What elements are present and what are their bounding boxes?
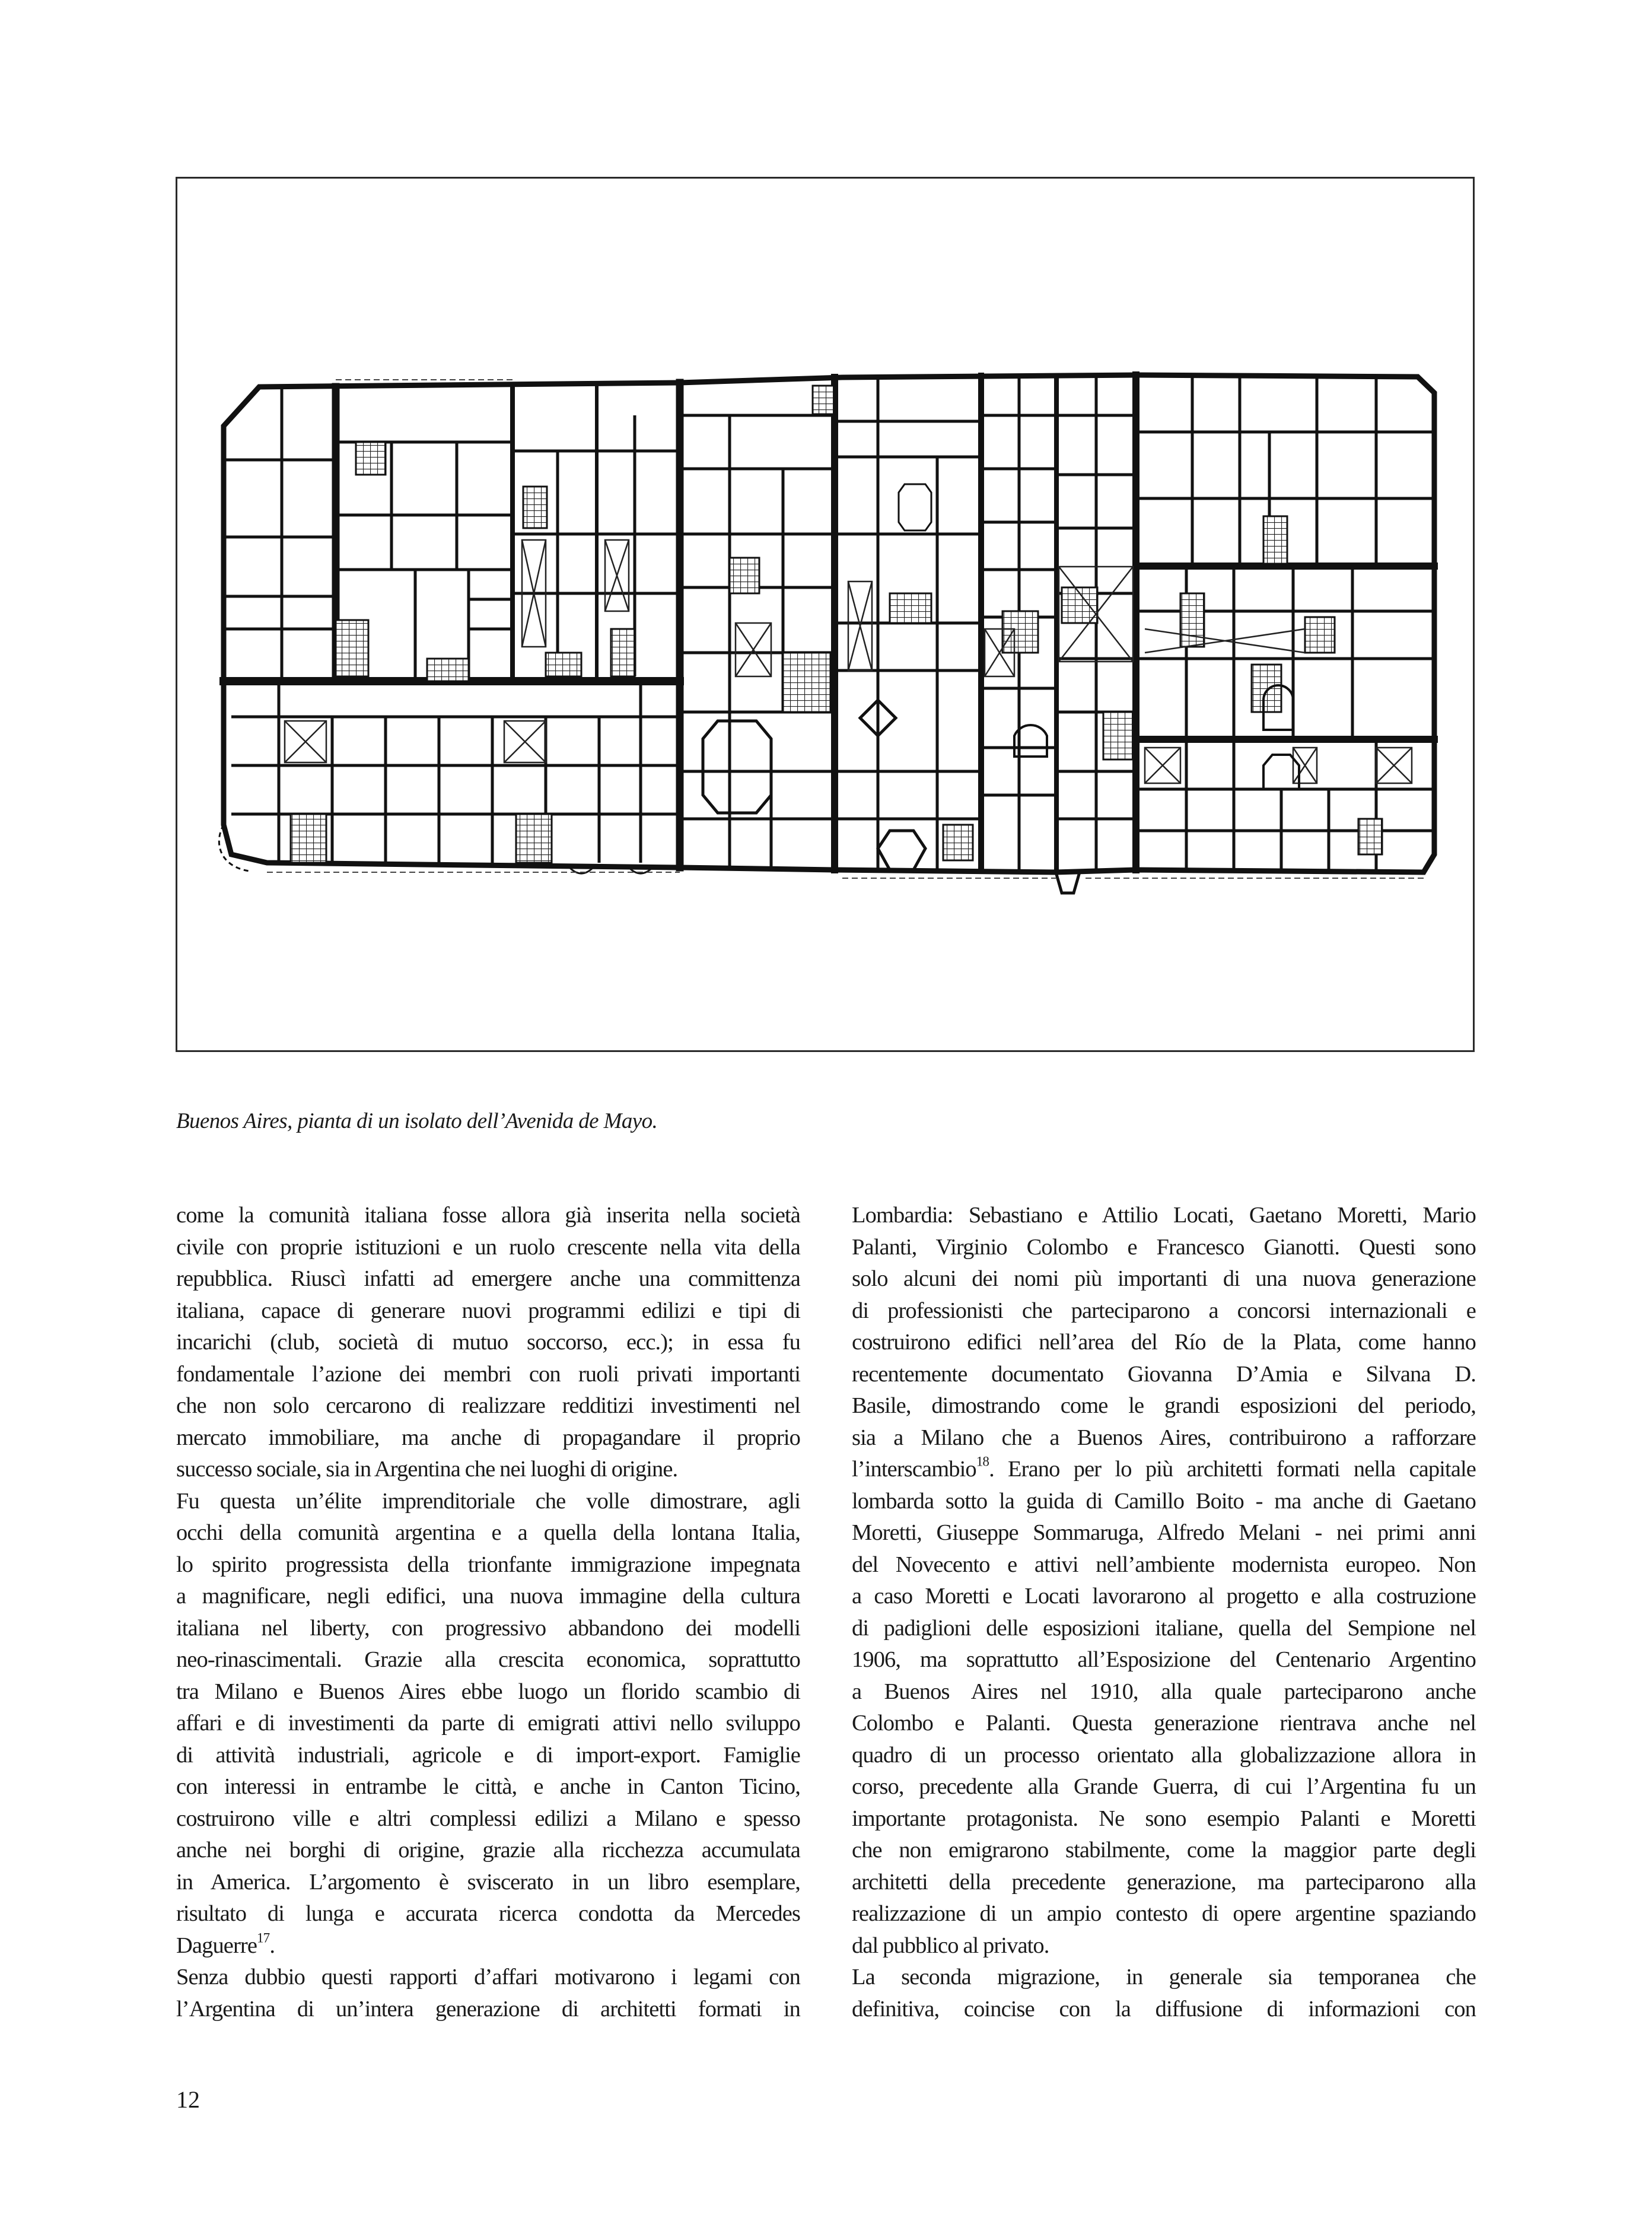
footnote-marker: 17	[257, 1930, 270, 1946]
text-line: italiana, capace di generare nuovi programmi edilizi e tipi di	[176, 1298, 800, 1323]
text-line: Lombardia: Sebastiano e Attilio Locati, Gaetano Moretti, Mario	[852, 1203, 1476, 1228]
text-line: Palanti, Virginio Colombo e Francesco Gianotti. Questi sono	[852, 1234, 1476, 1260]
text-line: Fu questa un’élite imprenditoriale che volle dimostrare, agli	[176, 1488, 800, 1514]
text-line: a magnificare, negli edifici, una nuova immagine della cultura	[176, 1584, 800, 1609]
text-line: occhi della comunità argentina e a quella della lontana Italia,	[176, 1520, 800, 1545]
text-line: 1906, ma soprattutto all’Esposizione del Centenario Argentino	[852, 1647, 1476, 1672]
text-line: Basile, dimostrando come le grandi esposizioni del periodo,	[852, 1393, 1476, 1418]
text-line: l’Argentina di un’intera generazione di architetti formati in	[176, 1996, 800, 2022]
text-line: Daguerre$^{17}$.	[176, 1930, 275, 1958]
text-line: del Novecento e attivi nell’ambiente modernista europeo. Non	[852, 1552, 1476, 1577]
text-line: dal pubblico al privato.	[852, 1933, 1049, 1958]
text-line: con interessi in entrambe le città, e anche in Canton Ticino,	[176, 1774, 800, 1799]
body-column-left	[176, 1200, 800, 2025]
text-line: a Buenos Aires nel 1910, alla quale parteciparono anche	[852, 1679, 1476, 1704]
text-line: repubblica. Riuscì infatti ad emergere anche una committenza	[176, 1266, 800, 1291]
text-line: costruirono edifici nell’area del Río de la Plata, come hanno	[852, 1330, 1476, 1355]
footnote-marker: 18	[976, 1453, 989, 1469]
text-line: architetti della precedente generazione, ma parteciparono alla	[852, 1869, 1476, 1895]
text-line: di attività industriali, agricole e di import-export. Famiglie	[176, 1742, 800, 1768]
text-line: lo spirito progressista della trionfante immigrazione impegnata	[176, 1552, 800, 1577]
text-line: lombarda sotto la guida di Camillo Boito - ma anche di Gaetano	[852, 1488, 1476, 1514]
text-line: solo alcuni dei nomi più importanti di una nuova generazione	[852, 1266, 1476, 1291]
text-line: neo-rinascimentali. Grazie alla crescita economica, soprattutto	[176, 1647, 800, 1672]
text-line: civile con proprie istituzioni e un ruolo crescente nella vita della	[176, 1234, 800, 1260]
text-line: costruirono ville e altri complessi edilizi a Milano e spesso	[176, 1806, 800, 1831]
text-line: di professionisti che parteciparono a concorsi internazionali e	[852, 1298, 1476, 1323]
floor-plan-image	[0, 0, 1652, 1068]
text-line: risultato di lunga e accurata ricerca condotta da Mercedes	[176, 1901, 800, 1926]
text-line: La seconda migrazione, in generale sia temporanea che	[852, 1965, 1476, 1990]
text-line: incarichi (club, società di mutuo soccorso, ecc.); in essa fu	[176, 1330, 800, 1355]
text-line: corso, precedente alla Grande Guerra, di cui l’Argentina fu un	[852, 1774, 1476, 1799]
text-line: Senza dubbio questi rapporti d’affari motivarono i legami con	[176, 1965, 800, 1990]
text-line: Moretti, Giuseppe Sommaruga, Alfredo Melani - nei primi anni	[852, 1520, 1476, 1545]
text-line: che non emigrarono stabilmente, come la maggior parte degli	[852, 1838, 1476, 1863]
text-line: che non solo cercarono di realizzare redditizi investimenti nel	[176, 1393, 800, 1418]
text-line: a caso Moretti e Locati lavorarono al progetto e alla costruzione	[852, 1584, 1476, 1609]
text-line: come la comunità italiana fosse allora già inserita nella società	[176, 1203, 800, 1228]
text-line: quadro di un processo orientato alla globalizzazione allora in	[852, 1742, 1476, 1768]
figure-caption: Buenos Aires, pianta di un isolato dell’Avenida de Mayo.	[176, 1109, 658, 1133]
text-line: in America. L’argomento è sviscerato in un libro esemplare,	[176, 1869, 800, 1895]
text-line: italiana nel liberty, con progressivo abbandono dei modelli	[176, 1615, 800, 1641]
text-line: di padiglioni delle esposizioni italiane, quella del Sempione nel	[852, 1615, 1476, 1641]
text-line: sia a Milano che a Buenos Aires, contribuirono a rafforzare	[852, 1425, 1476, 1450]
text-line: Colombo e Palanti. Questa generazione rientrava anche nel	[852, 1711, 1476, 1736]
page-number: 12	[176, 2086, 200, 2113]
text-line: realizzazione di un ampio contesto di opere argentine spaziando	[852, 1901, 1476, 1926]
text-line: fondamentale l’azione dei membri con ruoli privati importanti	[176, 1361, 800, 1387]
text-line: anche nei borghi di origine, grazie alla ricchezza accumulata	[176, 1838, 800, 1863]
text-line: l’interscambio$^{18}$. Erano per lo più architetti formati nella capitale	[852, 1453, 1476, 1482]
text-line: recentemente documentato Giovanna D’Amia e Silvana D.	[852, 1361, 1476, 1387]
text-line: successo sociale, sia in Argentina che nei luoghi di origine.	[176, 1457, 678, 1482]
body-column-right	[852, 1200, 1476, 2025]
text-line: importante protagonista. Ne sono esempio Palanti e Moretti	[852, 1806, 1476, 1831]
text-line: definitiva, coincise con la diffusione di informazioni con	[852, 1996, 1476, 2022]
text-line: tra Milano e Buenos Aires ebbe luogo un florido scambio di	[176, 1679, 800, 1704]
text-line: affari e di investimenti da parte di emigrati attivi nello sviluppo	[176, 1711, 800, 1736]
text-line: mercato immobiliare, ma anche di propagandare il proprio	[176, 1425, 800, 1450]
